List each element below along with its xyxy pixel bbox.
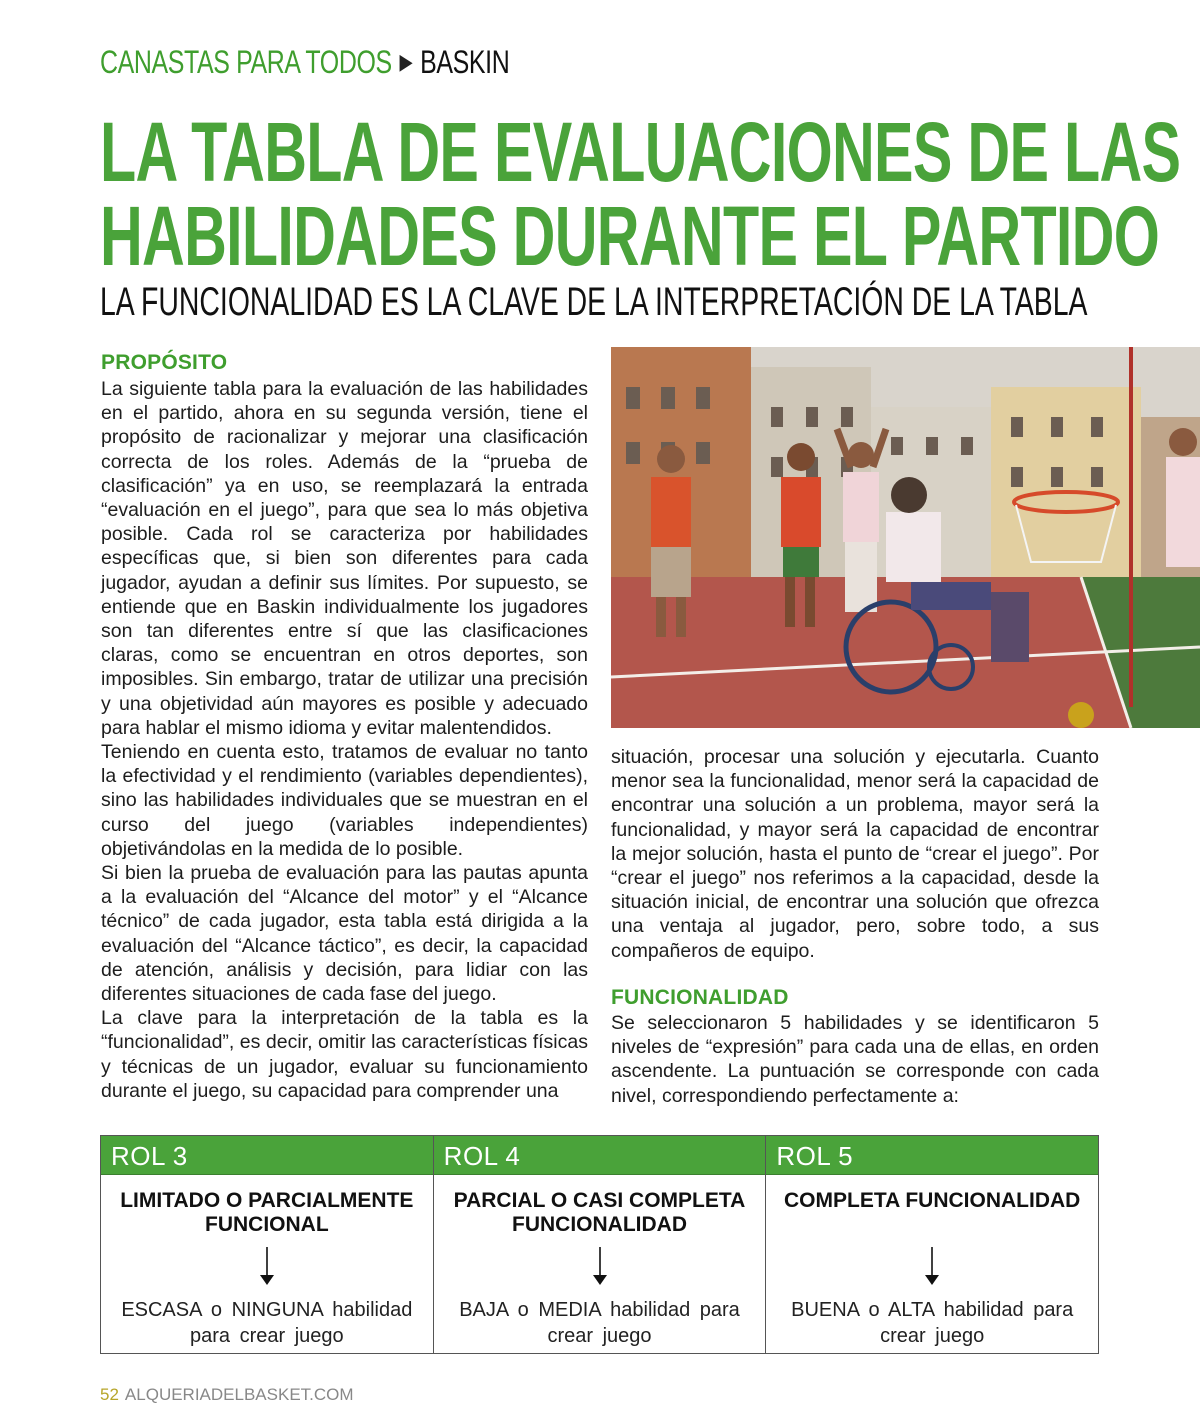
article-title-line-2: HABILIDADES DURANTE EL PARTIDO <box>100 189 1160 283</box>
roles-table <box>100 1135 1099 1354</box>
page-number: 52 <box>100 1385 119 1404</box>
role-label: ROL 3 <box>101 1136 433 1175</box>
role-body <box>434 1175 766 1353</box>
paragraph: La clave para la interpretación de la tabla es la “funcionalidad”, es decir, omitir las características físicas y técnicas de un jugador, evaluar su funcionamiento durante el juego, su capacidad para comprender una <box>101 1007 588 1102</box>
arrow-down-icon <box>590 1247 610 1285</box>
role-column-5 <box>766 1136 1098 1353</box>
site-url[interactable]: ALQUERIADELBASKET.COM <box>124 1385 354 1404</box>
role-title: LIMITADO O PARCIALMENTE FUNCIONAL <box>120 1189 414 1236</box>
role-body <box>101 1175 433 1353</box>
paragraph: La siguiente tabla para la evaluación de las habilidades en el partido, ahora en su segunda versión, tiene el propósito de racionalizar y mejorar una clasificación correcta de los roles. Además de la “prueba de clasificación” ya en uso, se reemplazará la entrada “evaluación en el juego”, para que sea lo más objetiva posible. Cada rol se caracteriza por habilidades específicas que, si bien son diferentes para cada jugador, ayudan a definir sus límites. Por supuesto, se entiende que en Baskin individualmente los jugadores son tan diferentes entre sí que las clasificaciones claras, como se encuentran en otros deportes, son imposibles. Sin embargo, tratar de utilizar una precisión y una objetividad aún mayores es posible y adecuado para hablar el mismo idioma y evitar malentendidos. <box>101 378 588 739</box>
page-footer <box>100 1380 354 1410</box>
role-title: COMPLETA FUNCIONALIDAD <box>784 1189 1081 1212</box>
right-column-continuation <box>611 745 1099 963</box>
section-kicker <box>100 40 509 84</box>
role-description: BUENA o ALTA habilidad para crear juego <box>791 1299 1074 1347</box>
paragraph: Teniendo en cuenta esto, tratamos de evaluar no tanto la efectividad y el rendimiento (variables dependientes), sino las habilidades individuales que se muestran en el curso del juego (variables independientes) objetivándolas en la medida de lo posible. <box>101 741 588 860</box>
article-title-line-1: LA TABLA DE EVALUACIONES DE LAS <box>100 105 1181 199</box>
role-title: PARCIAL O CASI COMPLETA FUNCIONALIDAD <box>453 1189 746 1236</box>
paragraph: Si bien la prueba de evaluación para las pautas apunta a la evaluación del “Alcance del motor” y el “Alcance técnico” de cada jugador, esta tabla está dirigida a la evaluación del “Alcance táctico”, es decir, la capacidad de atención, análisis y decisión, para lidiar con las diferentes situaciones de cada fase del juego. <box>101 862 588 1006</box>
paragraph: situación, procesar una solución y ejecutarla. Cuanto menor sea la funcionalidad, menor será la capacidad de encontrar una solución a un problema, mayor será la funcionalidad, y mayor será la capacidad de encontrar la mejor solución, hasta el punto de “crear el juego”. Por “crear el juego” nos referimos a la capacidad, desde la situación inicial, de encontrar una solución que ofrezca una ventaja al jugador, pero, sobre todo, a sus compañeros de equipo. <box>611 746 1099 962</box>
triangle-right-icon: ▶ <box>399 49 413 74</box>
left-column-text <box>101 377 588 1103</box>
role-label: ROL 5 <box>766 1136 1098 1175</box>
right-column-text <box>611 1011 1099 1108</box>
role-label: ROL 4 <box>434 1136 766 1175</box>
arrow-down-icon <box>922 1247 942 1285</box>
baskin-match-photo <box>611 347 1200 728</box>
role-column-3 <box>101 1136 434 1353</box>
paragraph: Se seleccionaron 5 habilidades y se identificaron 5 niveles de “expresión” para cada una de ellas, en orden ascendente. La puntuación se corresponde con cada nivel, correspondiendo perfectamente a: <box>611 1012 1099 1107</box>
article-title <box>100 105 1181 283</box>
proposito-heading: PROPÓSITO <box>101 351 228 374</box>
section-label: CANASTAS PARA TODOS <box>100 43 392 80</box>
role-description: ESCASA o NINGUNA habilidad para crear juego <box>121 1299 413 1347</box>
arrow-down-icon <box>257 1247 277 1285</box>
funcionalidad-heading: FUNCIONALIDAD <box>611 986 789 1009</box>
subsection-label: BASKIN <box>420 43 510 80</box>
article-subtitle: LA FUNCIONALIDAD ES LA CLAVE DE LA INTERPRETACIÓN DE LA TABLA <box>100 280 1088 324</box>
role-description: BAJA o MEDIA habilidad para crear juego <box>459 1299 740 1347</box>
role-column-4 <box>434 1136 767 1353</box>
role-body <box>766 1175 1098 1353</box>
